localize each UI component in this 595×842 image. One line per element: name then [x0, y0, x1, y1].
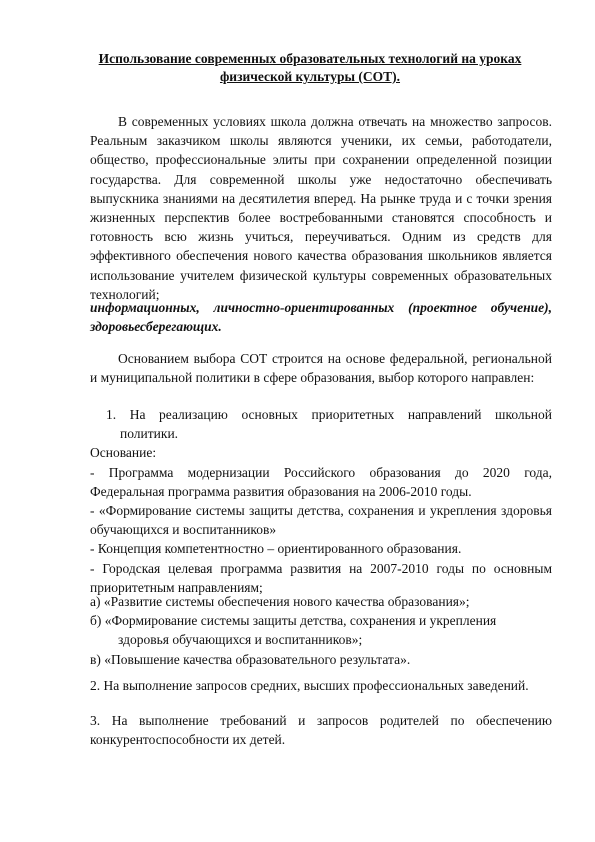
sublist-item-c: в) «Повышение качества образовательного результата». [90, 651, 411, 667]
basis-paragraph: Основанием выбора СОТ строится на основе федеральной, региональной и муниципальной политики в сфере образования, выбор которого направлен: [90, 351, 552, 386]
intro-paragraph: В современных условиях школа должна отвечать на множество запросов. Реальным заказчиком школы являются ученики, их семьи, работодатели, общество, профессиональные элиты при сохранении определенной позиции государства. Для современной школы уже недостаточно обеспечивать выпускника знаниями на десятилетия вперед. На рынке труда и с точки зрения жизненных перспектив более востребованными становятся способность и готовность всю жизнь учиться, переучиваться. Одним из средств для эффективного обеспечения нового качества образования школьников является использование учителем физической культуры современных образовательных технологий; [90, 114, 552, 302]
title-line-2: физической культуры (СОТ). [219, 69, 401, 84]
basis-line-3: - Концепция компетентностно – ориентированного образования. [90, 541, 462, 557]
basis-line-2: - «Формирование системы защиты детства, сохранения и укрепления здоровья обучающихся и воспитанников» [90, 503, 552, 538]
basis-line-4: - Городская целевая программа развития на 2007-2010 годы по основным приоритетным направлениям; [90, 560, 552, 595]
item-1-text: 1. На реализацию основных приоритетных направлений школьной политики. [106, 407, 552, 442]
numbered-item-1 [90, 405, 552, 597]
sublist-item-a: а) «Развитие системы обеспечения нового качества образования»; [90, 594, 470, 609]
lettered-sublist [90, 592, 560, 669]
sublist-item-b-line2: здоровья обучающихся и воспитанников»; [118, 632, 363, 648]
sublist-item-b-line1: б) «Формирование системы защиты детства, сохранения и укрепления [90, 613, 497, 629]
basis-line-1: - Программа модернизации Российского образования до 2020 года, Федеральная программа развития образования на 2006-2010 годы. [90, 464, 552, 499]
numbered-item-3: 3. На выполнение требований и запросов родителей по обеспечению конкурентоспособности их детей. [90, 713, 552, 748]
title-line-1: Использование современных образовательных технологий на уроках [98, 51, 522, 66]
basis-label: Основание: [90, 445, 157, 461]
document-title [60, 50, 560, 86]
numbered-item-2: 2. На выполнение запросов средних, высших профессиональных заведений. [90, 678, 529, 693]
technologies-list-paragraph: информационных, личностно-ориентированных (проектное обучение), здоровьесберегающих. [90, 300, 552, 335]
